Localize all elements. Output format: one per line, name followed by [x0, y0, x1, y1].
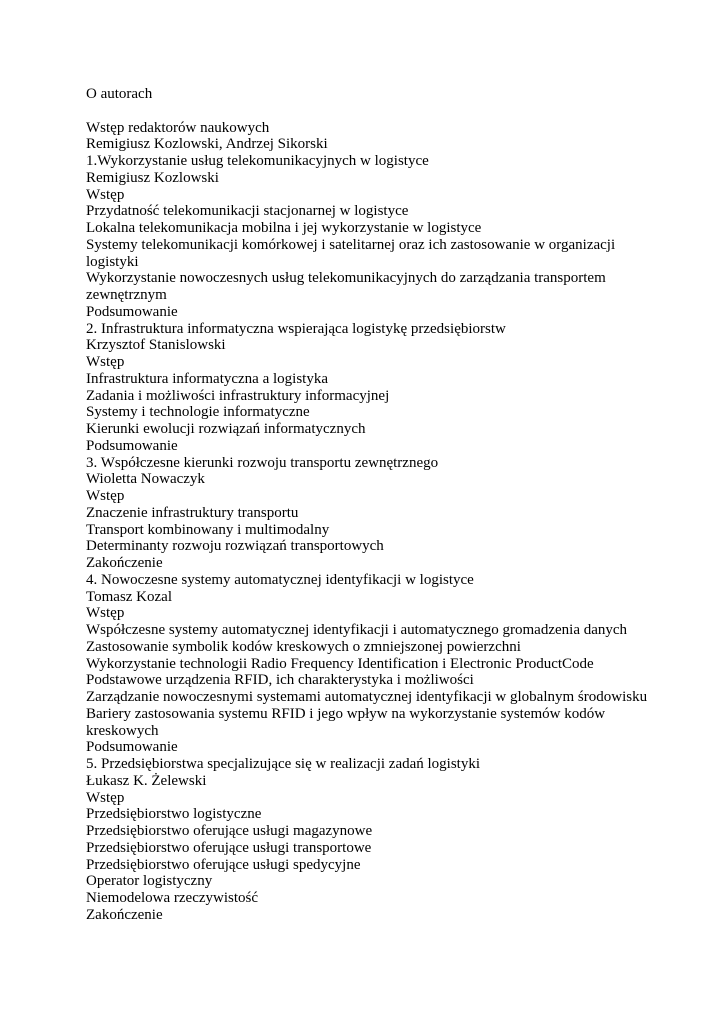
toc-line: Determinanty rozwoju rozwiązań transportowych: [86, 538, 384, 555]
toc-line: Remigiusz Kozlowski, Andrzej Sikorski: [86, 136, 328, 153]
toc-line: Infrastruktura informatyczna a logistyka: [86, 370, 328, 387]
document-heading: O autorach: [86, 86, 153, 102]
toc-line: Systemy telekomunikacji komórkowej i satelitarnej oraz ich zastosowanie w organizacji: [86, 236, 616, 253]
toc-line: Zadania i możliwości infrastruktury informacyjnej: [86, 387, 390, 404]
toc-line: Transport kombinowany i multimodalny: [86, 521, 330, 538]
toc-line: Wstęp: [86, 605, 125, 622]
toc-line: Zakończenie: [86, 555, 163, 571]
toc-line: Niemodelowa rzeczywistość: [86, 890, 259, 906]
toc-line: Operator logistyczny: [86, 873, 213, 890]
table-of-contents: [86, 120, 666, 924]
toc-line: kreskowych: [86, 722, 159, 739]
toc-line: Zarządzanie nowoczesnymi systemami automatycznej identyfikacji w globalnym środowisku: [86, 689, 648, 705]
toc-line: Łukasz K. Żelewski: [86, 772, 207, 789]
toc-line: 3. Współczesne kierunki rozwoju transportu zewnętrznego: [86, 454, 439, 471]
toc-line: Podsumowanie: [86, 437, 178, 454]
toc-line: Znaczenie infrastruktury transportu: [86, 504, 299, 521]
blank-line: [86, 103, 666, 120]
toc-line: Lokalna telekomunikacja mobilna i jej wykorzystanie w logistyce: [86, 220, 482, 236]
toc-line: 1.Wykorzystanie usług telekomunikacyjnych w logistyce: [86, 153, 429, 169]
toc-line: Przedsiębiorstwo oferujące usługi spedycyjne: [86, 856, 361, 873]
toc-line: Wykorzystanie nowoczesnych usług telekomunikacyjnych do zarządzania transportem: [86, 270, 606, 287]
toc-line: Systemy i technologie informatyczne: [86, 404, 310, 421]
toc-line: Wykorzystanie technologii Radio Frequency Identification i Electronic ProductCode: [86, 655, 594, 672]
toc-line: Podstawowe urządzenia RFID, ich charakterystyka i możliwości: [86, 672, 474, 689]
toc-line: Wstęp: [86, 354, 125, 370]
toc-line: zewnętrznym: [86, 287, 167, 303]
toc-line: Podsumowanie: [86, 303, 178, 320]
toc-line: Wstęp: [86, 789, 125, 806]
toc-line: Wstęp: [86, 488, 125, 504]
toc-line: Współczesne systemy automatycznej identyfikacji i automatycznego gromadzenia danych: [86, 622, 628, 638]
toc-line: Kierunki ewolucji rozwiązań informatycznych: [86, 421, 366, 437]
toc-line: Tomasz Kozal: [86, 588, 173, 605]
toc-line: 2. Infrastruktura informatyczna wspierająca logistykę przedsiębiorstw: [86, 320, 506, 337]
toc-line: logistyki: [86, 253, 139, 270]
toc-line: Krzysztof Stanislowski: [86, 337, 226, 354]
toc-line: Przydatność telekomunikacji stacjonarnej w logistyce: [86, 203, 409, 220]
toc-line: Przedsiębiorstwo oferujące usługi magazynowe: [86, 823, 373, 839]
toc-line: Bariery zastosowania systemu RFID i jego wpływ na wykorzystanie systemów kodów: [86, 705, 606, 722]
toc-line: Podsumowanie: [86, 739, 178, 756]
toc-line: Przedsiębiorstwo oferujące usługi transportowe: [86, 839, 372, 856]
toc-line: Przedsiębiorstwo logistyczne: [86, 806, 262, 823]
toc-line: Wstęp: [86, 186, 125, 203]
toc-line: Zastosowanie symbolik kodów kreskowych o zmniejszonej powierzchni: [86, 638, 521, 655]
document-page: [86, 86, 666, 924]
toc-line: 5. Przedsiębiorstwa specjalizujące się w realizacji zadań logistyki: [86, 756, 481, 772]
toc-line: 4. Nowoczesne systemy automatycznej identyfikacji w logistyce: [86, 571, 474, 588]
toc-line: Wioletta Nowaczyk: [86, 471, 205, 488]
toc-line: Wstęp redaktorów naukowych: [86, 119, 270, 136]
toc-line: Zakończenie: [86, 906, 163, 923]
toc-line: Remigiusz Kozlowski: [86, 169, 219, 186]
